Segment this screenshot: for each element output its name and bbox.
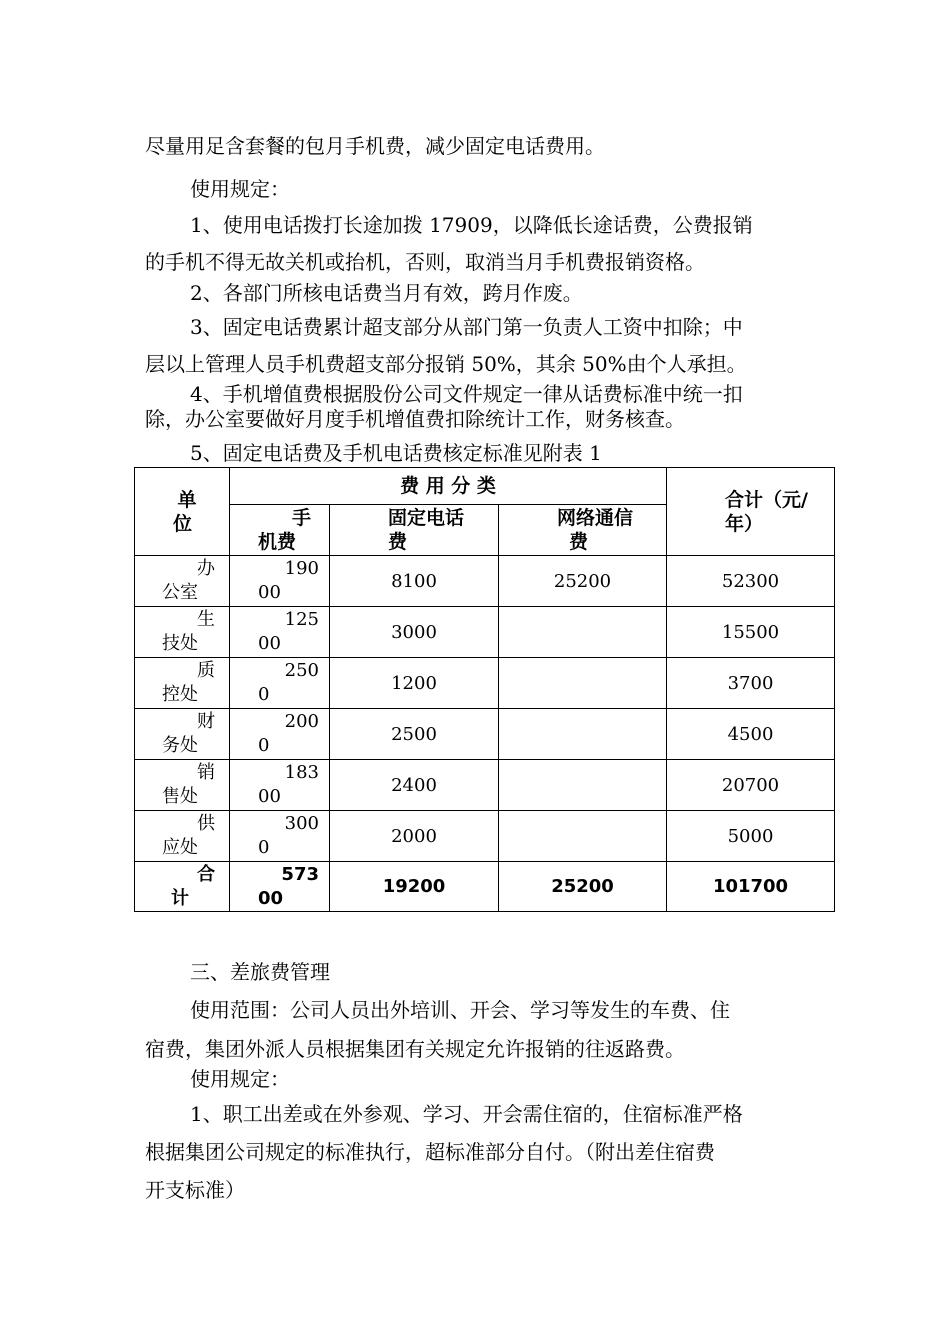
fixed-cell: 8100	[330, 556, 499, 607]
total-cell: 101700	[667, 862, 835, 912]
total-cell: 3700	[667, 658, 835, 709]
header-unit: 单 位	[135, 468, 230, 556]
unit-cell: 销 售处	[135, 760, 230, 811]
fixed-cell: 2000	[330, 811, 499, 862]
network-cell	[499, 811, 667, 862]
paragraph-line: 除，办公室要做好月度手机增值费扣除统计工作，财务核查。	[145, 407, 685, 431]
network-cell	[499, 760, 667, 811]
fixed-cell: 2400	[330, 760, 499, 811]
table-caption: 5、固定电话费及手机电话费核定标准见附表 1	[190, 441, 602, 465]
network-cell	[499, 709, 667, 760]
mobile-cell: 573 00	[230, 862, 330, 912]
fixed-cell: 2500	[330, 709, 499, 760]
mobile-cell: 200 0	[230, 709, 330, 760]
mobile-cell: 300 0	[230, 811, 330, 862]
total-cell: 52300	[667, 556, 835, 607]
paragraph-line: 1、使用电话拨打长途加拨 17909，以降低长途话费，公费报销	[190, 213, 753, 237]
header-category: 费 用 分 类	[230, 468, 667, 505]
mobile-cell: 250 0	[230, 658, 330, 709]
paragraph-line: 层以上管理人员手机费超支部分报销 50%，其余 50%由个人承担。	[145, 352, 747, 376]
network-cell	[499, 658, 667, 709]
paragraph-line: 4、手机增值费根据股份公司文件规定一律从话费标准中统一扣	[190, 382, 743, 406]
total-cell: 5000	[667, 811, 835, 862]
unit-cell: 财 务处	[135, 709, 230, 760]
unit-cell: 质 控处	[135, 658, 230, 709]
paragraph-line: 使用规定：	[190, 1067, 290, 1091]
unit-cell: 生 技处	[135, 607, 230, 658]
header-mobile: 手 机费	[230, 505, 330, 556]
paragraph-line: 根据集团公司规定的标准执行，超标准部分自付。（附出差住宿费	[145, 1140, 715, 1164]
fixed-cell: 19200	[330, 862, 499, 912]
total-cell: 15500	[667, 607, 835, 658]
paragraph-line: 开支标准）	[145, 1178, 245, 1202]
network-cell: 25200	[499, 862, 667, 912]
total-cell: 20700	[667, 760, 835, 811]
network-cell: 25200	[499, 556, 667, 607]
header-total: 合计（元/ 年）	[667, 468, 835, 556]
network-cell	[499, 607, 667, 658]
paragraph-line: 2、各部门所核电话费当月有效，跨月作废。	[190, 281, 583, 305]
paragraph-line: 使用范围：公司人员出外培训、开会、学习等发生的车费、住	[190, 998, 730, 1022]
fixed-cell: 1200	[330, 658, 499, 709]
header-fixed: 固定电话 费	[330, 505, 499, 556]
table-row	[135, 760, 835, 811]
total-cell: 4500	[667, 709, 835, 760]
unit-cell: 供 应处	[135, 811, 230, 862]
header-network: 网络通信 费	[499, 505, 667, 556]
mobile-cell: 125 00	[230, 607, 330, 658]
unit-cell: 办 公室	[135, 556, 230, 607]
table-row	[135, 811, 835, 862]
table-row	[135, 556, 835, 607]
fee-standard-table	[134, 467, 835, 912]
fixed-cell: 3000	[330, 607, 499, 658]
paragraph-line: 宿费，集团外派人员根据集团有关规定允许报销的往返路费。	[145, 1037, 685, 1061]
mobile-cell: 190 00	[230, 556, 330, 607]
table-sum-row	[135, 862, 835, 912]
table-row	[135, 607, 835, 658]
paragraph-line: 尽量用足含套餐的包月手机费，减少固定电话费用。	[145, 134, 605, 158]
mobile-cell: 183 00	[230, 760, 330, 811]
paragraph-line: 1、职工出差或在外参观、学习、开会需住宿的，住宿标准严格	[190, 1102, 743, 1126]
paragraph-line: 使用规定：	[190, 177, 290, 201]
table-row	[135, 658, 835, 709]
table-row	[135, 709, 835, 760]
paragraph-line: 3、固定电话费累计超支部分从部门第一负责人工资中扣除；中	[190, 315, 743, 339]
table-header-row	[135, 468, 835, 505]
paragraph-line: 的手机不得无故关机或抬机，否则，取消当月手机费报销资格。	[145, 250, 705, 274]
unit-cell: 合 计	[135, 862, 230, 912]
section-heading: 三、差旅费管理	[190, 960, 330, 984]
